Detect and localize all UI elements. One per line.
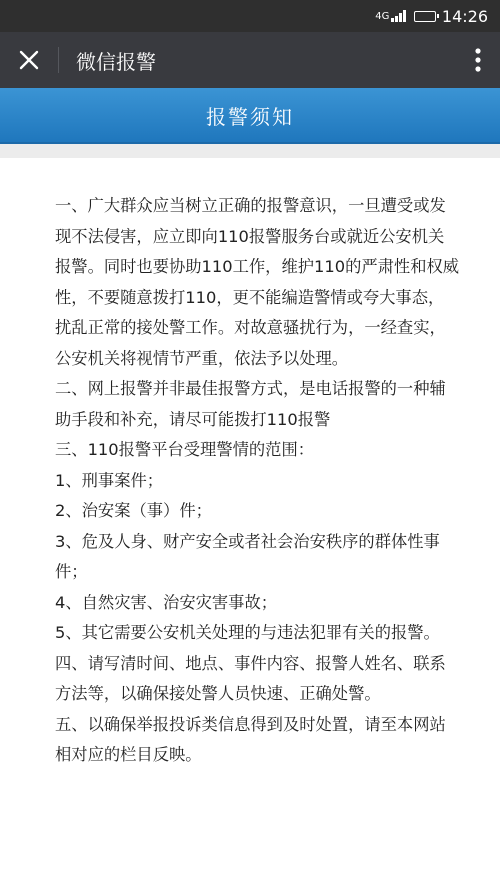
- notice-paragraph: 5、其它需要公安机关处理的与违法犯罪有关的报警。: [55, 623, 440, 642]
- notice-paragraph: 五、以确保举报投诉类信息得到及时处置，请至本网站相对应的栏目反映。: [55, 714, 446, 764]
- close-button[interactable]: [0, 32, 58, 88]
- notice-paragraph: 4、自然灾害、治安灾害事故；: [55, 592, 278, 612]
- notice-paragraph: 二、网上报警并非最佳报警方式，是电话报警的一种辅助手段和补充，请尽可能拨打110报警: [55, 379, 446, 429]
- battery-icon: [414, 11, 436, 22]
- notice-paragraph: 一、广大群众应当树立正确的报警意识，一旦遭受或发现不法侵害，应立即向110报警服务台或就近公安机关报警。同时也要协助110工作，维护110的严肃性和权威性，不要随意拨打110，更不能编造警情或夸大事态，扰乱正常的接处警工作。对故意骚扰行为，一经查实，公安机关将视情节严重，依法予以处理。: [55, 196, 460, 368]
- more-vertical-icon: [475, 48, 481, 72]
- close-icon: [19, 50, 39, 70]
- status-bar: [0, 0, 500, 32]
- status-time: 14:26: [441, 6, 488, 26]
- notice-paragraph: 三、110报警平台受理警情的范围：: [55, 440, 315, 459]
- notice-paragraph: 四、请写清时间、地点、事件内容、报警人姓名、联系方法等，以确保接处警人员快速、正确处警。: [55, 653, 446, 703]
- app-title: 微信报警: [76, 49, 156, 74]
- app-bar-divider: [58, 47, 59, 73]
- signal-icon: [391, 10, 406, 22]
- notice-paragraph: 1、刑事案件；: [55, 470, 164, 490]
- banner-shadow-strip: [0, 144, 500, 158]
- page-title: 报警须知: [206, 104, 294, 129]
- notice-paragraph: 2、治安案（事）件；: [55, 501, 212, 520]
- more-button[interactable]: [456, 32, 500, 88]
- page-banner: [0, 88, 500, 144]
- app-bar: [0, 32, 500, 88]
- network-type: 4G: [375, 10, 390, 22]
- notice-paragraph: 3、危及人身、财产安全或者社会治安秩序的群体性事件；: [55, 531, 440, 581]
- notice-content: [0, 158, 500, 771]
